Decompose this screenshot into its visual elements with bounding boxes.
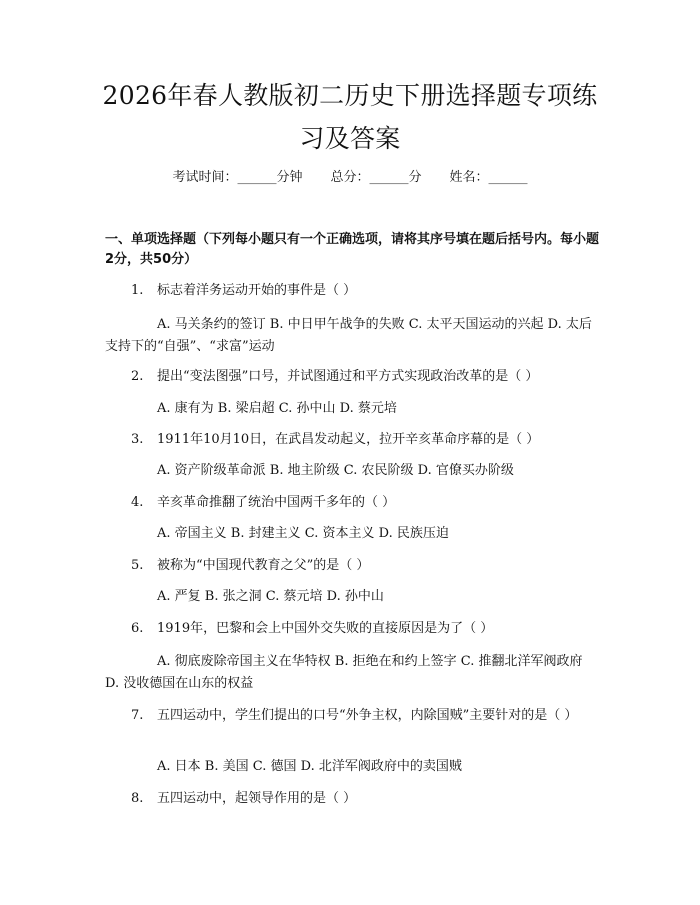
question-number: 3. <box>131 432 144 447</box>
question-5-options: A. 严复 B. 张之洞 C. 蔡元培 D. 孙中山 <box>157 589 384 604</box>
total-score-label: 总分：______分 <box>330 170 422 185</box>
question-number: 7. <box>131 708 144 723</box>
exam-time-label: 考试时间：______分钟 <box>172 170 303 185</box>
question-1 <box>105 280 600 302</box>
question-6 <box>105 618 600 640</box>
student-name-label: 姓名：______ <box>449 170 528 185</box>
question-stem: 五四运动中，起领导作用的是（ ） <box>157 791 357 806</box>
question-stem: 1919年，巴黎和会上中国外交失败的直接原因是为了（ ） <box>157 621 494 636</box>
question-5 <box>105 555 600 577</box>
question-8 <box>105 788 600 810</box>
question-stem: 标志着洋务运动开始的事件是（ ） <box>157 283 357 298</box>
question-stem: 辛亥革命推翻了统治中国两千多年的（ ） <box>157 495 396 510</box>
question-stem: 提出“变法图强”口号，并试图通过和平方式实现政治改革的是（ ） <box>157 369 539 384</box>
question-2 <box>105 366 600 388</box>
question-7 <box>105 705 600 727</box>
question-2-options: A. 康有为 B. 梁启超 C. 孙中山 D. 蔡元培 <box>157 401 397 416</box>
question-4-options: A. 帝国主义 B. 封建主义 C. 资本主义 D. 民族压迫 <box>157 526 449 541</box>
question-number: 4. <box>131 495 144 510</box>
section-heading: 一、单项选择题（下列每小题只有一个正确选项，请将其序号填在题后括号内。每小题2分，共50分） <box>105 232 600 267</box>
question-number: 6. <box>131 621 144 636</box>
question-1-options: A. 马关条约的签订 B. 中日甲午战争的失败 C. 太平天国运动的兴起 D. 太后支持下的“自强”、“求富”运动 <box>105 317 592 354</box>
question-3-options: A. 资产阶级革命派 B. 地主阶级 C. 农民阶级 D. 官僚买办阶级 <box>157 463 514 478</box>
question-stem: 五四运动中，学生们提出的口号“外争主权，内除国贼”主要针对的是（ ） <box>157 708 578 723</box>
question-6-options: A. 彻底废除帝国主义在华特权 B. 拒绝在和约上签字 C. 推翻北洋军阀政府 D. 没收德国在山东的权益 <box>105 654 583 691</box>
question-3 <box>105 429 600 451</box>
question-number: 2. <box>131 369 144 384</box>
question-number: 1. <box>131 283 144 298</box>
question-number: 8. <box>131 791 144 806</box>
question-number: 5. <box>131 558 144 573</box>
document-title: 2026年春人教版初二历史下册选择题专项练习及答案 <box>102 81 598 153</box>
question-stem: 被称为“中国现代教育之父”的是（ ） <box>157 558 370 573</box>
exam-meta <box>0 170 700 186</box>
question-stem: 1911年10月10日，在武昌发动起义，拉开辛亥革命序幕的是（ ） <box>157 432 540 447</box>
question-7-options: A. 日本 B. 美国 C. 德国 D. 北洋军阀政府中的卖国贼 <box>157 759 462 774</box>
question-4 <box>105 492 600 514</box>
